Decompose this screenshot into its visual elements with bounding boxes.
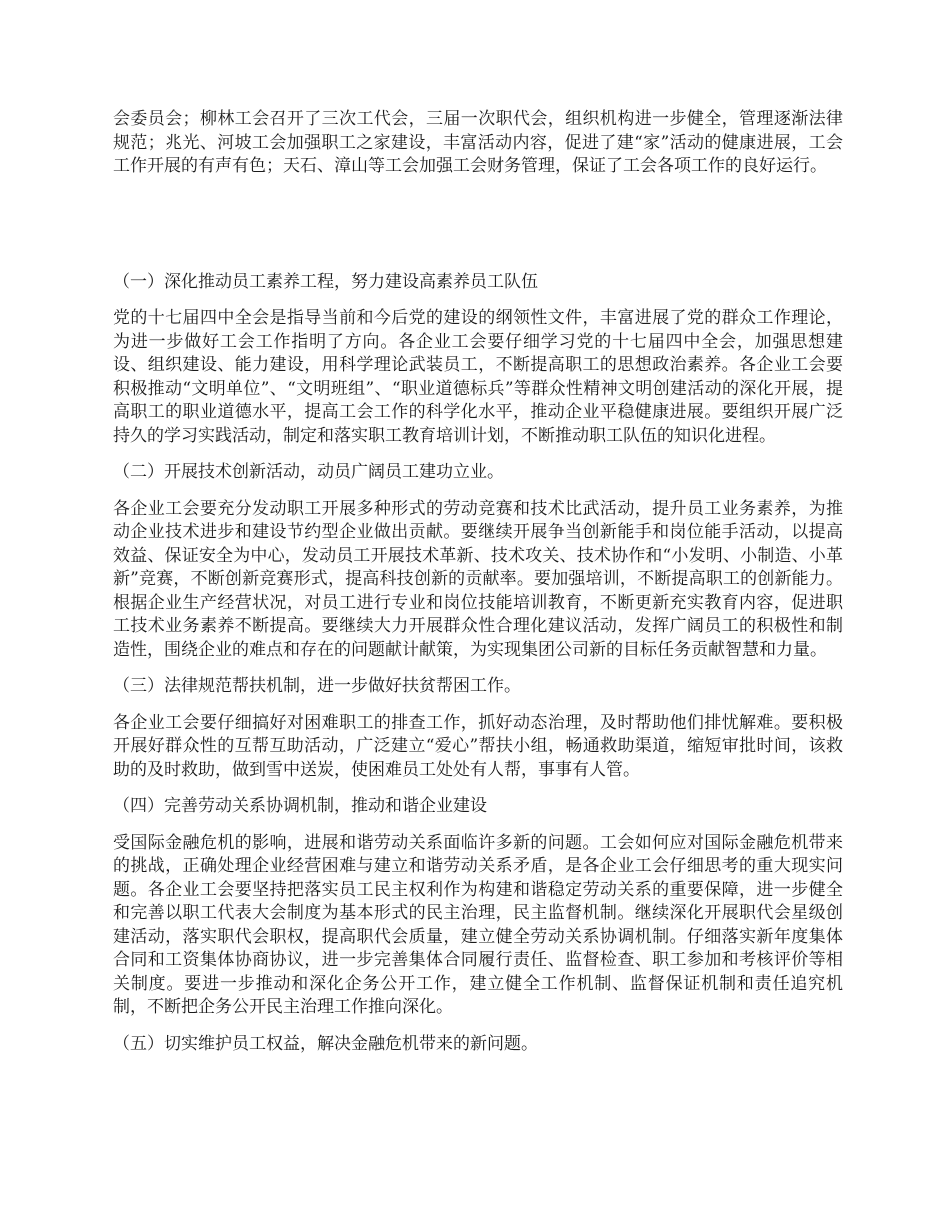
intro-paragraph: 会委员会；柳林工会召开了三次工代会，三届一次职代会，组织机构进一步健全，管理逐渐法律规范；兆光、河坡工会加强职工之家建设，丰富活动内容，促进了建“家”活动的健康进展，工会工作开展的有声有色；天石、漳山等工会加强工会财务管理，保证了工会各项工作的良好运行。 xyxy=(113,109,843,176)
section-spacer xyxy=(113,192,843,271)
section-3-heading: （三）法律规范帮扶机制，进一步做好扶贫帮困工作。 xyxy=(113,676,521,696)
document-body xyxy=(113,108,843,1069)
section-3-paragraph: 各企业工会要仔细搞好对困难职工的排查工作，抓好动态治理，及时帮助他们排忧解难。要积极开展好群众性的互帮互助活动，广泛建立“爱心”帮扶小组，畅通救助渠道，缩短审批时间，该救助的及时救助，做到雪中送炭，使困难员工处处有人帮，事事有人管。 xyxy=(113,712,843,780)
section-2-paragraph: 各企业工会要充分发动职工开展多种形式的劳动竞赛和技术比武活动，提升员工业务素养，为推动企业技术进步和建设节约型企业做出贡献。要继续开展争当创新能手和岗位能手活动，以提高效益、保证安全为中心，发动员工开展技术革新、技术攻关、技术协作和“小发明、小制造、小革新”竞赛，不断创新竞赛形式，提高科技创新的贡献率。要加强培训，不断提高职工的创新能力。根据企业生产经营状况，对员工进行专业和岗位技能培训教育，不断更新充实教育内容，促进职工技术业务素养不断提高。要继续大力开展群众性合理化建议活动，发挥广阔员工的积极性和制造性，围绕企业的难点和存在的问题献计献策，为实现集团公司新的目标任务贡献智慧和力量。 xyxy=(113,498,843,660)
section-5-heading: （五）切实维护员工权益，解决金融危机带来的新问题。 xyxy=(113,1033,538,1054)
section-1-paragraph: 党的十七届四中全会是指导当前和今后党的建设的纲领性文件，丰富进展了党的群众工作理论，为进一步做好工会工作指明了方向。各企业工会要仔细学习党的十七届四中全会，加强思想建设、组织建设、能力建设，用科学理论武装员工，不断提高职工的思想政治素养。各企业工会要积极推动“文明单位”、“文明班组”、“职业道德标兵”等群众性精神文明创建活动的深化开展，提高职工的职业道德水平，提高工会工作的科学化水平，推动企业平稳健康进展。要组织开展广泛持久的学习实践活动，制定和落实职工教育培训计划，不断推动职工队伍的知识化进程。 xyxy=(113,308,843,446)
section-2-heading: （二）开展技术创新活动，动员广阔员工建功立业。 xyxy=(113,462,504,482)
section-1-heading: （一）深化推动员工素养工程，努力建设高素养员工队伍 xyxy=(113,271,538,292)
section-4-heading: （四）完善劳动关系协调机制，推动和谐企业建设 xyxy=(113,796,487,816)
section-4-paragraph: 受国际金融危机的影响，进展和谐劳动关系面临许多新的问题。工会如何应对国际金融危机带来的挑战，正确处理企业经营困难与建立和谐劳动关系矛盾，是各企业工会仔细思考的重大现实问题。各企业工会要坚持把落实员工民主权利作为构建和谐稳定劳动关系的重要保障，进一步健全和完善以职工代表大会制度为基本形式的民主治理，民主监督机制。继续深化开展职代会星级创建活动，落实职代会职权，提高职代会质量，建立健全劳动关系协调机制。仔细落实新年度集体合同和工资集体协商协议，进一步完善集体合同履行责任、监督检查、职工参加和考核评价等相关制度。要进一步推动和深化企务公开工作，建立健全工作机制、监督保证机制和责任追究机制，不断把企务公开民主治理工作推向深化。 xyxy=(113,832,843,1017)
